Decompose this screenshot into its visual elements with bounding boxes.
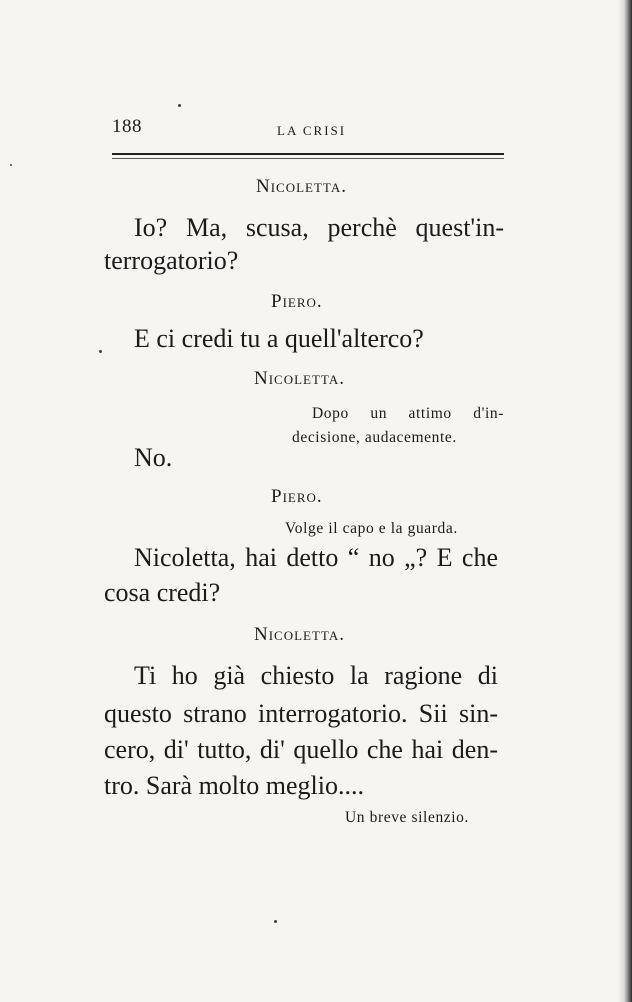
speaker-name: Piero. <box>271 486 323 507</box>
paper-speck <box>99 350 102 353</box>
dialogue-line: Nicoletta, hai detto “ no „? E che <box>134 543 498 572</box>
dialogue-line: cosa credi? <box>104 578 221 607</box>
header-rule <box>112 153 504 155</box>
dialogue-line: Ti ho già chiesto la ragione di <box>134 661 498 690</box>
dialogue-line: tro. Sarà molto meglio.... <box>104 771 364 800</box>
running-title: LA CRISI <box>277 123 347 138</box>
dialogue-line: No. <box>134 443 173 472</box>
speaker-name: Nicoletta. <box>254 368 345 389</box>
dialogue-line: E ci credi tu a quell'alterco? <box>134 324 424 353</box>
stage-direction: Un breve silenzio. <box>345 809 469 826</box>
dialogue-line: questo strano interrogatorio. Sii sin- <box>104 699 498 728</box>
dialogue-line: terrogatorio? <box>104 246 239 275</box>
speaker-name: Piero. <box>271 291 323 312</box>
paper-speck <box>10 164 12 166</box>
page-edge-shadow <box>618 0 632 1002</box>
speaker-name: Nicoletta. <box>254 624 345 645</box>
stage-direction: Volge il capo e la guarda. <box>285 520 458 537</box>
paper-speck <box>178 104 181 107</box>
paper-speck <box>274 920 277 923</box>
dialogue-line: Io? Ma, scusa, perchè quest'in- <box>134 213 504 242</box>
stage-direction: decisione, audacemente. <box>292 429 457 446</box>
speaker-name: Nicoletta. <box>256 176 347 197</box>
page-number: 188 <box>112 116 142 137</box>
stage-direction: Dopo un attimo d'in- <box>312 405 504 422</box>
header-rule-thin <box>112 158 504 159</box>
dialogue-line: cero, di' tutto, di' quello che hai den- <box>104 735 498 764</box>
